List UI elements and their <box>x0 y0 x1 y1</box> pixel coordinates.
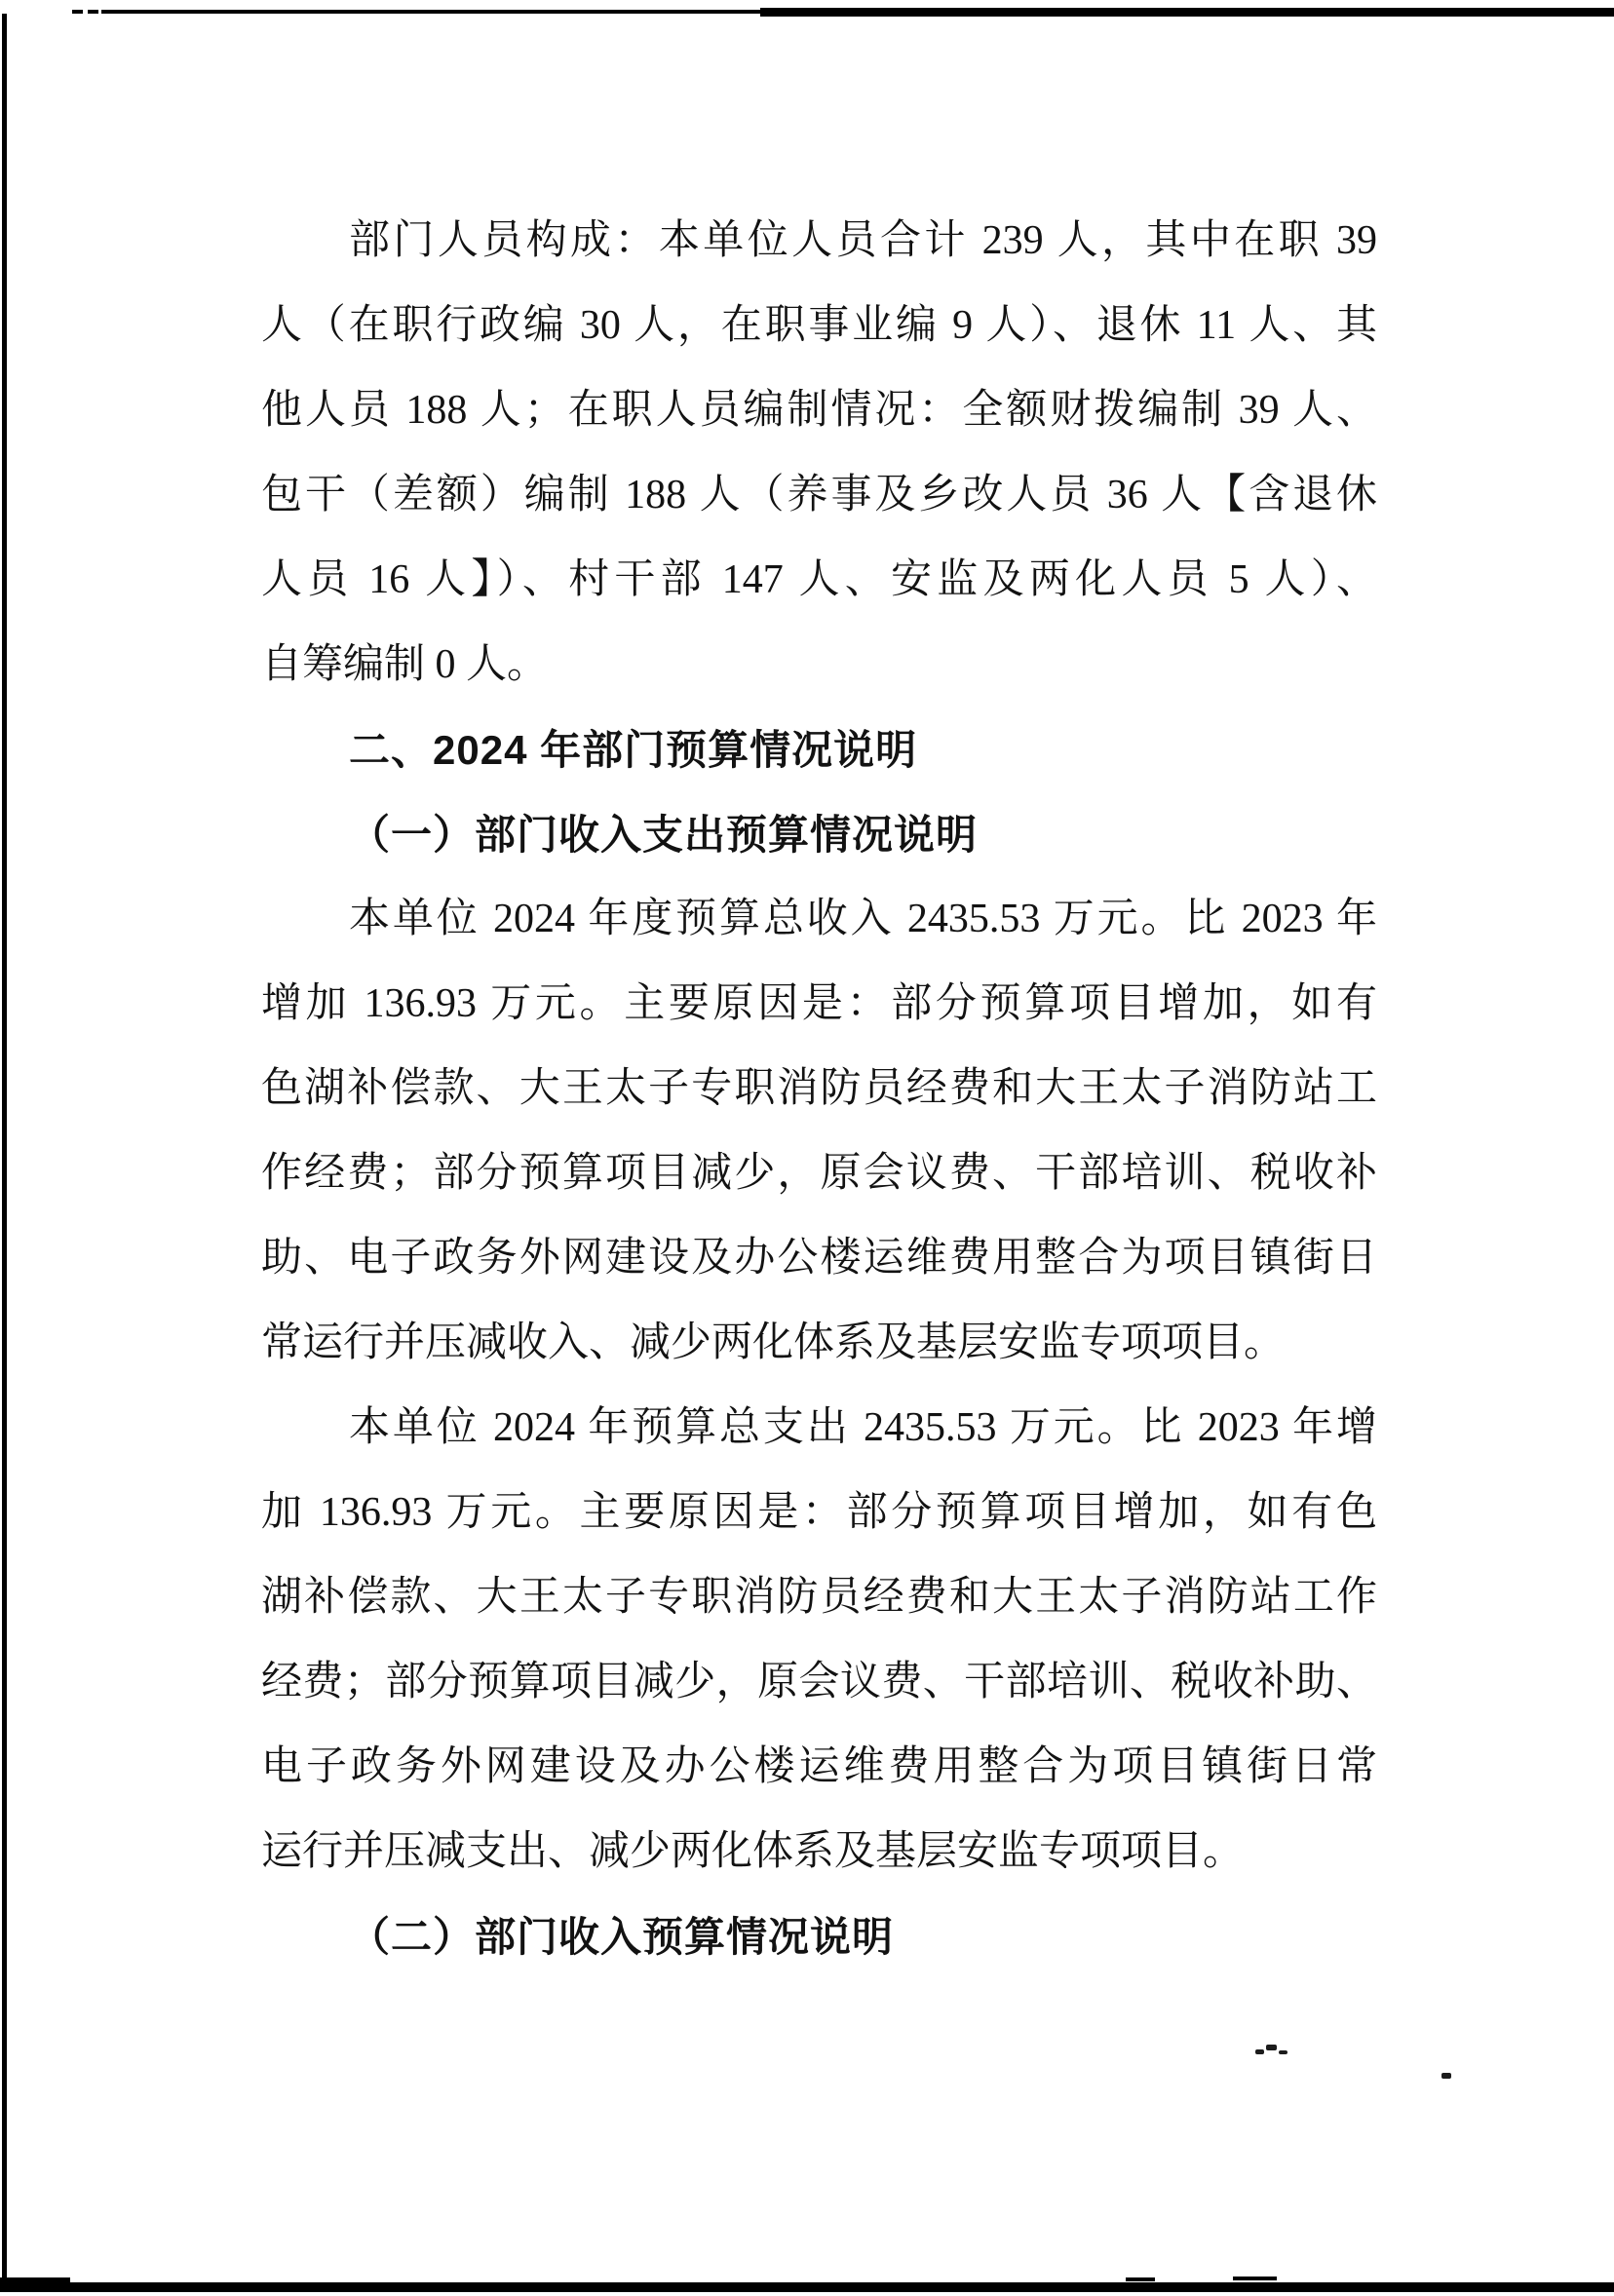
text-line: 人员 16 人】）、村干部 147 人、安监及两化人员 5 人）、 <box>261 557 1377 602</box>
text-line: 加 136.93 万元。主要原因是：部分预算项目增加，如有色 <box>261 1490 1377 1535</box>
text-line: 经费；部分预算项目减少，原会议费、干部培训、税收补助、 <box>261 1660 1377 1704</box>
text-line: 助、电子政务外网建设及办公楼运维费用整合为项目镇街日 <box>261 1236 1377 1281</box>
text-line: 色湖补偿款、大王太子专职消防员经费和大王太子消防站工 <box>261 1066 1377 1111</box>
scan-speck <box>1279 2050 1287 2054</box>
text-line: 他人员 188 人；在职人员编制情况：全额财拨编制 39 人、 <box>261 388 1377 433</box>
text-line: 本单位 2024 年度预算总收入 2435.53 万元。比 2023 年 <box>349 897 1377 941</box>
page-border-top <box>760 8 1614 17</box>
text-line: 作经费；部分预算项目减少，原会议费、干部培训、税收补 <box>261 1151 1377 1196</box>
text-line: 部门人员构成：本单位人员合计 239 人，其中在职 39 <box>349 218 1377 263</box>
document-text <box>261 199 1377 1979</box>
text-line: 湖补偿款、大王太子专职消防员经费和大王太子消防站工作 <box>261 1575 1377 1620</box>
text-line: 自筹编制 0 人。 <box>261 642 549 687</box>
text-line: 包干（差额）编制 188 人（养事及乡改人员 36 人【含退休 <box>261 473 1377 517</box>
scan-speck <box>1255 2049 1264 2054</box>
text-line: 增加 136.93 万元。主要原因是：部分预算项目增加，如有 <box>261 981 1377 1026</box>
text-line: 常运行并压减收入、减少两化体系及基层安监专项项目。 <box>261 1320 1286 1365</box>
scan-speck <box>1441 2073 1451 2079</box>
scan-speck <box>1233 2277 1277 2280</box>
page-border-bottom <box>0 2277 70 2292</box>
subsection-heading: （二）部门收入预算情况说明 <box>349 1914 895 1960</box>
subsection-heading: （一）部门收入支出预算情况说明 <box>349 812 979 858</box>
section-heading: 二、2024 年部门预算情况说明 <box>349 727 918 773</box>
page-border-top-dash <box>88 10 98 14</box>
page-border-top-dash <box>72 10 83 14</box>
text-line: 本单位 2024 年预算总支出 2435.53 万元。比 2023 年增 <box>349 1405 1377 1450</box>
scan-speck <box>1126 2277 1155 2281</box>
page-border-bottom <box>0 2282 1614 2292</box>
text-line: 人（在职行政编 30 人，在职事业编 9 人）、退休 11 人、其 <box>261 303 1377 348</box>
scan-speck <box>1266 2045 1277 2050</box>
page-border-top <box>101 10 760 14</box>
text-line: 电子政务外网建设及办公楼运维费用整合为项目镇街日常 <box>261 1744 1377 1789</box>
page-border-left <box>2 14 7 2288</box>
text-line: 运行并压减支出、减少两化体系及基层安监专项项目。 <box>261 1829 1245 1874</box>
